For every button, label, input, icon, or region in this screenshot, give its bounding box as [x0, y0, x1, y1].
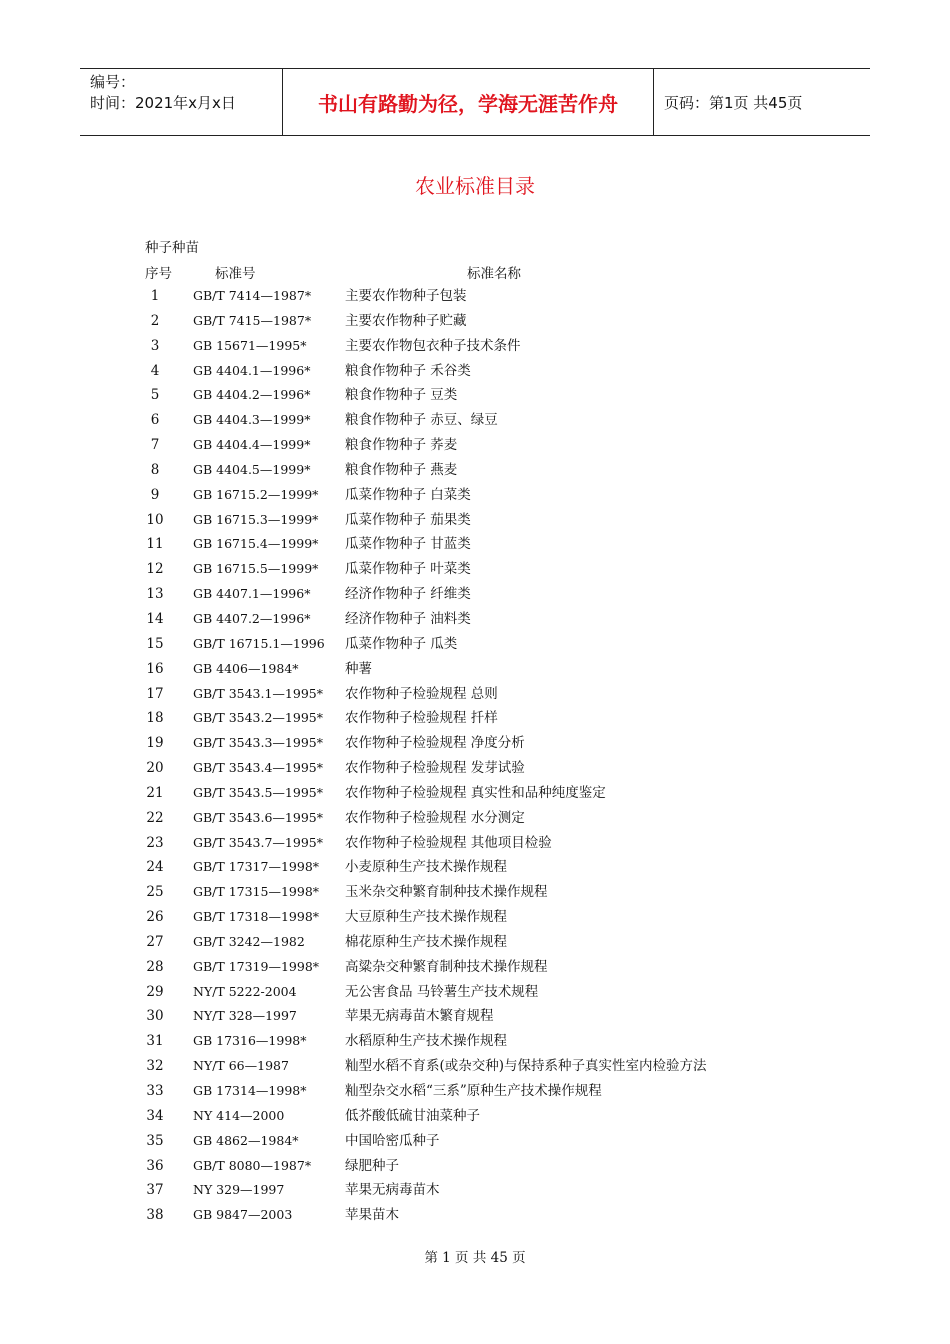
header-meta	[80, 69, 282, 135]
standard-name: 瓜菜作物种子 叶菜类	[345, 561, 471, 578]
standard-name: 主要农作物种子贮藏	[345, 312, 467, 329]
row-number: 10	[146, 511, 164, 528]
standard-name: 农作物种子检验规程 其他项目检验	[345, 834, 552, 851]
standard-name: 籼型杂交水稻“三系”原种生产技术操作规程	[345, 1083, 602, 1099]
standard-name: 农作物种子检验规程 水分测定	[345, 809, 525, 826]
table-row	[0, 930, 950, 955]
standard-code: GB 16715.5—1999*	[193, 561, 319, 577]
row-number: 17	[146, 685, 164, 702]
row-number: 14	[146, 610, 164, 627]
table-row	[0, 284, 950, 309]
standard-code: GB 17314—1998*	[193, 1083, 307, 1098]
standard-name: 主要农作物种子包装	[345, 288, 467, 304]
standard-name: 苹果无病毒苗木繁育规程	[345, 1008, 494, 1025]
row-number: 26	[146, 909, 164, 926]
table-row	[0, 756, 950, 781]
row-number: 19	[146, 735, 164, 752]
table-row	[0, 1104, 950, 1129]
table-row	[0, 1178, 950, 1203]
standard-code: GB/T 3543.1—1995*	[193, 685, 323, 701]
row-number: 24	[146, 859, 164, 876]
row-number: 20	[146, 760, 164, 777]
table-row	[0, 334, 950, 359]
table-row	[0, 309, 950, 334]
document-number-label: 编号：	[90, 73, 136, 91]
standard-code: GB/T 16715.1—1996	[193, 635, 325, 651]
standard-code: GB 4404.1—1996*	[193, 362, 311, 378]
row-number: 7	[150, 437, 160, 454]
header-page-info: 页码：第1页 共45页	[664, 93, 803, 112]
table-row	[0, 731, 950, 756]
standard-code: GB 4407.1—1996*	[193, 586, 311, 602]
row-number: 18	[146, 710, 164, 727]
row-number: 2	[150, 312, 160, 329]
table-row	[0, 582, 950, 607]
standard-code: GB/T 17317—1998*	[193, 859, 320, 875]
table-row	[0, 383, 950, 408]
row-number: 31	[146, 1033, 164, 1050]
standard-name: 无公害食品 马铃薯生产技术规程	[345, 983, 539, 1000]
row-number: 33	[146, 1083, 164, 1099]
standard-code: GB 16715.3—1999*	[193, 511, 319, 527]
table-row	[0, 508, 950, 533]
standard-name: 中国哈密瓜种子	[345, 1132, 440, 1149]
standard-name: 绿肥种子	[345, 1157, 399, 1174]
standard-code: GB 16715.4—1999*	[193, 536, 319, 552]
row-number: 11	[146, 536, 164, 553]
row-number: 29	[146, 983, 164, 1000]
table-row	[0, 781, 950, 806]
standard-name: 瓜菜作物种子 茄果类	[345, 511, 471, 528]
document-time-label: 时间：2021年x月x日	[90, 94, 236, 112]
standard-name: 经济作物种子 油料类	[345, 610, 471, 627]
table-row	[0, 1054, 950, 1079]
row-number: 9	[150, 486, 160, 503]
standard-code: GB/T 17318—1998*	[193, 909, 320, 925]
table-row	[0, 557, 950, 582]
table-row	[0, 632, 950, 657]
standard-code: NY/T 5222-2004	[193, 983, 297, 999]
standard-code: GB 4862—1984*	[193, 1132, 299, 1148]
standard-code: GB/T 3543.7—1995*	[193, 834, 323, 850]
section-heading: 种子种苗	[145, 240, 199, 256]
standard-code: GB 4406—1984*	[193, 660, 299, 676]
standard-code: GB/T 7414—1987*	[193, 288, 312, 303]
table-row	[0, 532, 950, 557]
standard-code: NY/T 66—1987	[193, 1058, 289, 1074]
table-row	[0, 831, 950, 856]
table-row	[0, 1079, 950, 1104]
document-title: 农业标准目录	[415, 174, 535, 198]
standard-code: GB 4407.2—1996*	[193, 610, 311, 626]
row-number: 8	[150, 461, 160, 478]
standard-code: GB/T 3242—1982	[193, 933, 305, 949]
row-number: 25	[146, 884, 164, 901]
header-motto: 书山有路勤为径，学海无涯苦作舟	[282, 69, 654, 135]
standard-name: 农作物种子检验规程 发芽试验	[345, 760, 525, 777]
standard-code: NY/T 328—1997	[193, 1008, 297, 1024]
row-number: 4	[150, 362, 160, 379]
standard-name: 高粱杂交种繁育制种技术操作规程	[345, 958, 548, 975]
standard-code: GB 4404.2—1996*	[193, 387, 311, 403]
row-number: 23	[146, 834, 164, 851]
row-number: 30	[146, 1008, 164, 1025]
standard-code: GB/T 7415—1987*	[193, 312, 312, 328]
table-row	[0, 682, 950, 707]
row-number: 36	[146, 1157, 164, 1174]
column-header-code: 标准号	[215, 266, 256, 282]
standard-code: GB 4404.4—1999*	[193, 437, 311, 453]
table-row	[0, 905, 950, 930]
table-row	[0, 980, 950, 1005]
standard-code: GB 4404.5—1999*	[193, 461, 311, 477]
table-row	[0, 433, 950, 458]
row-number: 22	[146, 809, 164, 826]
standard-code: GB/T 3543.3—1995*	[193, 735, 323, 751]
row-number: 13	[146, 586, 164, 603]
table-row	[0, 359, 950, 384]
standard-code: NY 329—1997	[193, 1182, 285, 1198]
standard-name: 瓜菜作物种子 甘蓝类	[345, 536, 471, 553]
table-row	[0, 483, 950, 508]
table-row	[0, 408, 950, 433]
row-number: 3	[150, 337, 160, 354]
row-number: 12	[146, 561, 164, 578]
standard-name: 棉花原种生产技术操作规程	[345, 933, 507, 950]
column-header-no: 序号	[145, 266, 172, 282]
standard-name: 粮食作物种子 荞麦	[345, 437, 458, 454]
row-number: 1	[150, 288, 160, 304]
table-row	[0, 1203, 950, 1228]
table-row	[0, 607, 950, 632]
standard-name: 大豆原种生产技术操作规程	[345, 909, 507, 926]
column-header-name: 标准名称	[467, 266, 521, 282]
standard-name: 种薯	[345, 660, 372, 677]
standard-name: 经济作物种子 纤维类	[345, 586, 471, 603]
table-row	[0, 1129, 950, 1154]
standard-name: 农作物种子检验规程 扦样	[345, 710, 498, 727]
row-number: 38	[146, 1207, 164, 1224]
standard-name: 粮食作物种子 禾谷类	[345, 362, 471, 379]
standard-name: 玉米杂交种繁育制种技术操作规程	[345, 884, 548, 901]
page-footer: 第 1 页 共 45 页	[424, 1250, 526, 1266]
standard-name: 小麦原种生产技术操作规程	[345, 859, 507, 876]
standard-code: GB/T 17315—1998*	[193, 884, 320, 900]
standard-code: GB/T 3543.6—1995*	[193, 809, 323, 825]
standard-name: 水稻原种生产技术操作规程	[345, 1033, 507, 1050]
table-row	[0, 657, 950, 682]
standard-name: 粮食作物种子 赤豆、绿豆	[345, 412, 498, 429]
standard-name: 籼型水稻不育系(或杂交种)与保持系种子真实性室内检验方法	[345, 1058, 707, 1075]
table-row	[0, 880, 950, 905]
row-number: 35	[146, 1132, 164, 1149]
table-row	[0, 706, 950, 731]
row-number: 34	[146, 1107, 164, 1124]
standard-code: GB 17316—1998*	[193, 1033, 307, 1049]
row-number: 5	[150, 387, 160, 404]
standard-name: 农作物种子检验规程 真实性和品种纯度鉴定	[345, 784, 606, 801]
standard-name: 低芥酸低硫甘油菜种子	[345, 1107, 480, 1124]
table-row	[0, 1004, 950, 1029]
row-number: 21	[146, 784, 164, 801]
standard-code: GB/T 17319—1998*	[193, 958, 320, 974]
row-number: 27	[146, 933, 164, 950]
standard-name: 瓜菜作物种子 白菜类	[345, 486, 471, 503]
table-row	[0, 806, 950, 831]
table-row	[0, 955, 950, 980]
table-row	[0, 855, 950, 880]
standard-code: GB 9847—2003	[193, 1207, 293, 1223]
standard-code: GB/T 3543.5—1995*	[193, 784, 323, 800]
standards-list	[0, 284, 950, 1228]
standard-name: 苹果苗木	[345, 1207, 399, 1224]
row-number: 6	[150, 412, 160, 429]
standard-name: 农作物种子检验规程 总则	[345, 685, 498, 702]
standard-name: 主要农作物包衣种子技术条件	[345, 337, 521, 354]
standard-name: 瓜菜作物种子 瓜类	[345, 635, 458, 652]
standard-name: 农作物种子检验规程 净度分析	[345, 735, 525, 752]
row-number: 28	[146, 958, 164, 975]
standard-code: GB/T 3543.2—1995*	[193, 710, 323, 726]
standard-code: GB 16715.2—1999*	[193, 486, 319, 502]
standard-code: GB 4404.3—1999*	[193, 412, 311, 428]
standard-name: 粮食作物种子 燕麦	[345, 461, 458, 478]
standard-code: GB 15671—1995*	[193, 337, 307, 353]
table-row	[0, 458, 950, 483]
standard-name: 苹果无病毒苗木	[345, 1182, 440, 1199]
row-number: 16	[146, 660, 164, 677]
row-number: 15	[146, 635, 164, 652]
standard-name: 粮食作物种子 豆类	[345, 387, 458, 404]
row-number: 37	[146, 1182, 164, 1199]
standard-code: GB/T 3543.4—1995*	[193, 760, 323, 776]
table-row	[0, 1154, 950, 1179]
standard-code: GB/T 8080—1987*	[193, 1157, 312, 1173]
page-header	[80, 68, 870, 136]
row-number: 32	[146, 1058, 164, 1075]
table-row	[0, 1029, 950, 1054]
standard-code: NY 414—2000	[193, 1107, 285, 1123]
